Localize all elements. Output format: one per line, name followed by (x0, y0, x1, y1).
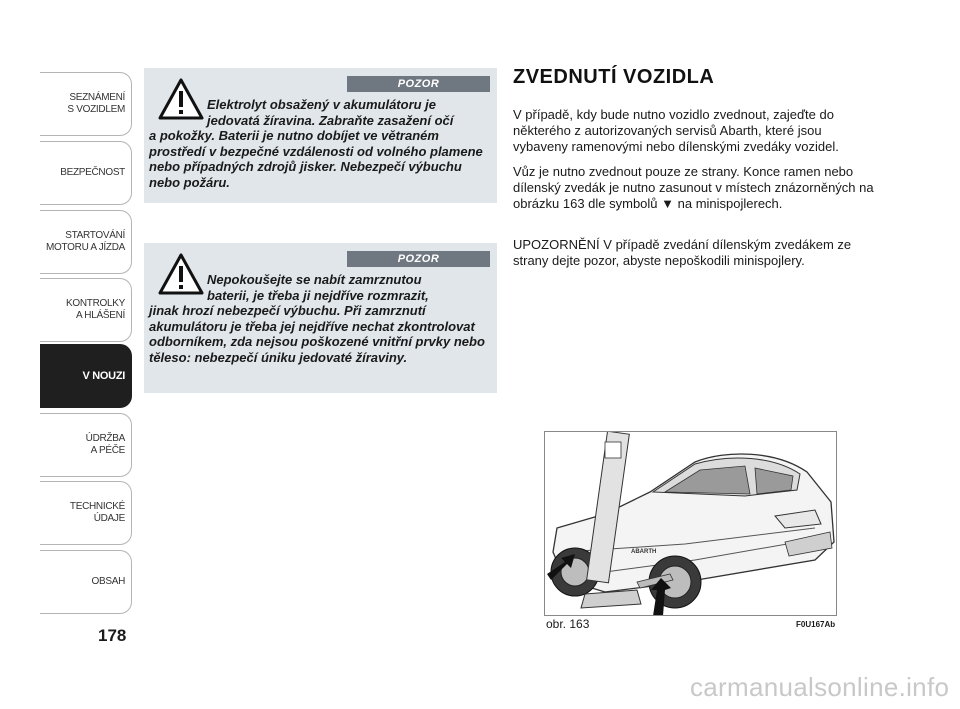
tab-label: A HLÁŠENÍ (76, 310, 125, 321)
warning-label: POZOR (347, 251, 490, 267)
tab-bezpecnost[interactable] (40, 141, 132, 205)
figure-caption: obr. 163 (546, 617, 590, 631)
warning-box (144, 243, 497, 393)
body-paragraph: Vůz je nutno zvednout pouze ze strany. Konce ramen nebo dílenský zvedák je nutno zasunout v místech znázorněných na obrázku 163 dle symbolů ▼ na minispojlerech. (513, 164, 874, 211)
tab-v-nouzi[interactable] (40, 344, 132, 408)
warning-box (144, 68, 497, 203)
warning-text: Elektrolyt obsažený v akumulátoru je (207, 97, 437, 112)
tab-startovani[interactable] (40, 210, 132, 274)
tab-label: BEZPEČNOST (60, 167, 125, 178)
watermark: carmanualsonline.info (690, 672, 950, 702)
tab-kontrolky[interactable] (40, 278, 132, 342)
warning-text: jinak hrozí nebezpečí výbuchu. Při zamrznutí akumulátoru je třeba jej nejdříve nechat zkontrolovat odborníkem, zda nejsou poškozené vnitřní prvky nebo těleso: nebezpečí úniku jedovaté žíraviny. (149, 303, 485, 365)
tab-label: A PÉČE (90, 445, 125, 456)
body-paragraph: UPOZORNĚNÍ V případě zvedání dílenským zvedákem ze strany dejte pozor, abyste nepoškodili minispojlery. (513, 237, 852, 268)
body-paragraph: V případě, kdy bude nutno vozidlo zvednout, zajeďte do některého z autorizovaných servisů Abarth, které jsou vybaveny ramenovými nebo dílenskými zvedáky vozidel. (513, 107, 839, 154)
tab-obsah[interactable] (40, 550, 132, 614)
warning-text: a pokožky. Baterii je nutno dobíjet ve větraném prostředí v bezpečné vzdálenosti od volného plamene nebo případných zdrojů jisker. Nebezpečí výbuchu nebo požáru. (149, 128, 483, 190)
tab-label: S VOZIDLEM (67, 104, 125, 115)
tab-label: V NOUZI (82, 370, 125, 382)
warning-label: POZOR (347, 76, 490, 92)
tab-label: ÚDAJE (93, 513, 125, 524)
warning-text: baterii, je třeba ji nejdříve rozmrazit, (207, 287, 429, 303)
tab-label: ÚDRŽBA (85, 433, 125, 444)
tab-label: MOTORU A JÍZDA (46, 242, 125, 253)
tab-seznameni[interactable] (40, 72, 132, 136)
car-lift-illustration (544, 431, 837, 616)
page-number: 178 (98, 626, 127, 645)
tab-udrzba[interactable] (40, 413, 132, 477)
figure-code: F0U167Ab (796, 620, 836, 629)
tab-technicke-udaje[interactable] (40, 481, 132, 545)
tab-label: TECHNICKÉ (69, 501, 125, 512)
car-on-lift-image (545, 432, 837, 616)
tab-label: SEZNÁMENÍ (69, 92, 125, 103)
tab-label: STARTOVÁNÍ (65, 230, 125, 241)
tab-label: OBSAH (91, 576, 125, 587)
section-title: ZVEDNUTÍ VOZIDLA (513, 66, 715, 88)
warning-text: Nepokoušejte se nabít zamrznutou (207, 272, 422, 287)
tab-label: KONTROLKY (66, 298, 125, 309)
warning-text: jedovatá žíravina. Zabraňte zasažení očí (207, 112, 454, 128)
car-badge: ABARTH (631, 549, 657, 555)
